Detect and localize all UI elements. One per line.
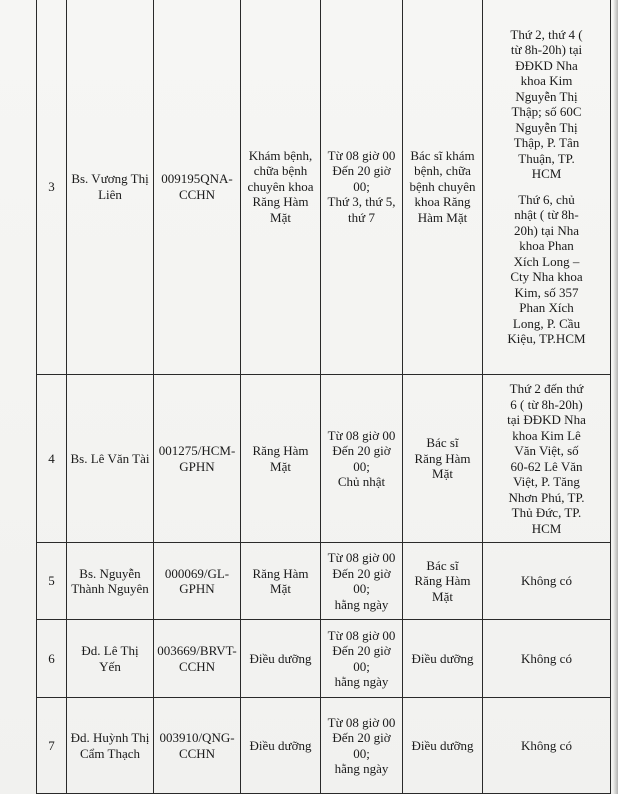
- license-cell: 001275/HCM- GPHN: [154, 375, 241, 543]
- other-location-cell: Không có: [483, 620, 611, 698]
- table-row: [37, 543, 611, 620]
- other-location-2: Thứ 6, chủ nhật ( từ 8h- 20h) tại Nha khoa Phan Xích Long – Cty Nha khoa Kim, số 357 Phan Xích Long, P. Cầu Kiệu, TP.HCM: [507, 191, 586, 346]
- other-location-cell: Không có: [483, 543, 611, 620]
- name-cell: Đd. Lê Thị Yến: [67, 620, 154, 698]
- position-cell: Điều dưỡng: [403, 620, 483, 698]
- other-location-cell: Thứ 2 đến thứ 6 ( từ 8h-20h) tại ĐĐKD Nha khoa Kim Lê Văn Việt, số 60-62 Lê Văn Việt, P. Tăng Nhơn Phú, TP. Thủ Đức, TP. HCM: [483, 375, 611, 543]
- position-cell: Bác sĩ Răng Hàm Mặt: [403, 543, 483, 620]
- page-edge-shadow: [613, 0, 618, 794]
- stt-cell: 7: [37, 698, 67, 794]
- hours-cell: Từ 08 giờ 00 Đến 20 giờ 00; hằng ngày: [321, 698, 403, 794]
- scope-cell: Điều dưỡng: [241, 698, 321, 794]
- position-cell: Bác sĩ Răng Hàm Mặt: [403, 375, 483, 543]
- license-cell: 000069/GL- GPHN: [154, 543, 241, 620]
- name-cell: Đd. Huỳnh Thị Cẩm Thạch: [67, 698, 154, 794]
- table-row: [37, 698, 611, 794]
- scope-cell: Răng Hàm Mặt: [241, 543, 321, 620]
- scope-cell: Răng Hàm Mặt: [241, 375, 321, 543]
- other-location-1: Thứ 2, thứ 4 ( từ 8h-20h) tại ĐĐKD Nha khoa Kim Nguyễn Thị Thập; số 60C Nguyễn Thị Thập, P. Tân Thuận, TP. HCM: [510, 26, 583, 181]
- license-cell: 009195QNA- CCHN: [154, 0, 241, 375]
- scope-cell: Khám bệnh, chữa bệnh chuyên khoa Răng Hàm Mặt: [241, 0, 321, 375]
- spacer: [486, 182, 607, 192]
- position-cell: Bác sĩ khám bệnh, chữa bệnh chuyên khoa Răng Hàm Mặt: [403, 0, 483, 375]
- name-cell: Bs. Lê Văn Tài: [67, 375, 154, 543]
- hours-cell: Từ 08 giờ 00 Đến 20 giờ 00; Chủ nhật: [321, 375, 403, 543]
- staff-table: [36, 0, 611, 794]
- name-cell: Bs. Nguyễn Thành Nguyên: [67, 543, 154, 620]
- scope-cell: Điều dưỡng: [241, 620, 321, 698]
- license-cell: 003910/QNG- CCHN: [154, 698, 241, 794]
- table-row: [37, 375, 611, 543]
- stt-cell: 4: [37, 375, 67, 543]
- name-cell: Bs. Vương Thị Liên: [67, 0, 154, 375]
- stt-cell: 3: [37, 0, 67, 375]
- license-cell: 003669/BRVT- CCHN: [154, 620, 241, 698]
- hours-cell: Từ 08 giờ 00 Đến 20 giờ 00; Thứ 3, thứ 5, thứ 7: [321, 0, 403, 375]
- hours-cell: Từ 08 giờ 00 Đến 20 giờ 00; hằng ngày: [321, 543, 403, 620]
- other-location-cell: [483, 0, 611, 375]
- position-cell: Điều dưỡng: [403, 698, 483, 794]
- other-location-cell: Không có: [483, 698, 611, 794]
- stt-cell: 6: [37, 620, 67, 698]
- hours-cell: Từ 08 giờ 00 Đến 20 giờ 00; hằng ngày: [321, 620, 403, 698]
- table-row: [37, 620, 611, 698]
- table-row: [37, 0, 611, 375]
- stt-cell: 5: [37, 543, 67, 620]
